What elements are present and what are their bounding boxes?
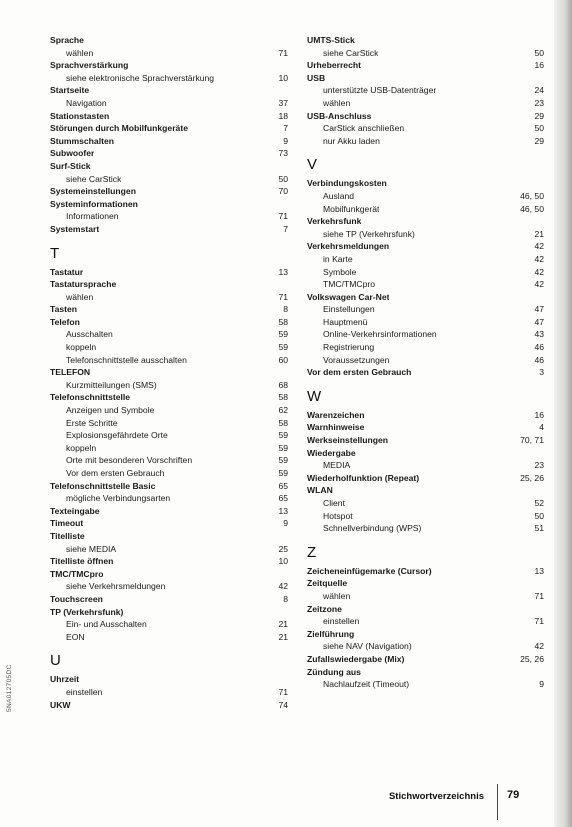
index-entry (307, 59, 544, 72)
index-subentry (307, 253, 544, 266)
entry-page-ref: 4 (539, 422, 544, 433)
entry-term: Texteingabe (50, 505, 100, 516)
index-entry (50, 266, 288, 279)
entry-term: WLAN (307, 485, 333, 496)
page-edge-shadow (554, 0, 572, 827)
entry-page-ref: 50 (534, 47, 544, 58)
index-subentry (50, 341, 288, 354)
entry-page-ref: 7 (283, 223, 288, 234)
entry-term: Störungen durch Mobilfunkgeräte (50, 123, 188, 134)
entry-term: Informationen (66, 211, 119, 222)
index-subentry (307, 522, 544, 535)
entry-term: Titelliste (50, 530, 85, 541)
entry-page-ref: 25, 26 (520, 653, 544, 664)
entry-term: Tasten (50, 304, 78, 315)
entry-term: Zufallswiedergabe (Mix) (307, 653, 405, 664)
index-letter-heading: W (307, 387, 322, 405)
page-number: 79 (507, 789, 520, 801)
entry-term: Hauptmenü (323, 316, 368, 327)
footer-section-title: Stichwortverzeichnis (388, 791, 484, 802)
entry-page-ref: 73 (278, 148, 288, 159)
entry-term: Wiederholfunktion (Repeat) (307, 472, 420, 483)
entry-page-ref: 7 (283, 123, 288, 134)
entry-page-ref: 71 (534, 590, 544, 601)
entry-page-ref: 59 (278, 430, 288, 441)
entry-page-ref: 13 (278, 266, 288, 277)
entry-term: Telefonschnittstelle (50, 392, 131, 403)
index-entry (307, 409, 544, 422)
entry-page-ref: 58 (278, 316, 288, 327)
entry-term: Nachlaufzeit (Timeout) (323, 679, 410, 690)
index-subentry (50, 328, 288, 341)
index-subentry (50, 442, 288, 455)
entry-term: Startseite (50, 85, 90, 96)
index-entry (307, 72, 544, 85)
index-entry (50, 198, 288, 211)
entry-term: Verkehrsmeldungen (307, 241, 390, 252)
index-subentry (50, 291, 288, 304)
index-entry (307, 628, 544, 641)
entry-term: Werkseinstellungen (307, 435, 389, 446)
entry-term: UKW (50, 699, 71, 710)
index-subentry (307, 266, 544, 279)
index-entry (307, 577, 544, 590)
index-entry (50, 593, 288, 606)
entry-page-ref: 65 (278, 493, 288, 504)
entry-page-ref: 71 (534, 616, 544, 627)
entry-term: TP (Verkehrsfunk) (50, 606, 124, 617)
entry-page-ref: 23 (534, 460, 544, 471)
entry-page-ref: 10 (278, 72, 288, 83)
entry-page-ref: 42 (534, 266, 544, 277)
entry-term: siehe Verkehrsmeldungen (66, 581, 166, 592)
entry-term: Zeitzone (307, 603, 342, 614)
index-subentry (50, 379, 288, 392)
entry-page-ref: 21 (534, 228, 544, 239)
entry-term: siehe TP (Verkehrsfunk) (323, 228, 415, 239)
index-subentry (307, 328, 544, 341)
index-subentry (307, 510, 544, 523)
entry-term: Explosionsgefährdete Orte (66, 430, 168, 441)
entry-page-ref: 58 (278, 417, 288, 428)
index-subentry (307, 84, 544, 97)
entry-page-ref: 65 (278, 480, 288, 491)
index-entry (50, 122, 288, 135)
index-subentry (307, 640, 544, 653)
index-subentry (307, 47, 544, 60)
entry-term: USB-Anschluss (307, 110, 372, 121)
entry-term: Systemstart (50, 223, 100, 234)
entry-term: Warenzeichen (307, 409, 365, 420)
index-subentry (307, 678, 544, 691)
entry-term: Telefonschnittstelle Basic (50, 480, 156, 491)
index-letter-heading: Z (307, 543, 317, 561)
entry-term: koppeln (66, 442, 97, 453)
entry-term: siehe elektronische Sprachverstärkung (66, 72, 215, 83)
entry-page-ref: 47 (534, 304, 544, 315)
index-subentry (50, 173, 288, 186)
index-entry (50, 147, 288, 160)
entry-term: Vor dem ersten Gebrauch (307, 367, 412, 378)
index-subentry (307, 316, 544, 329)
entry-term: einstellen (66, 686, 103, 697)
entry-page-ref: 42 (534, 279, 544, 290)
entry-term: Urheberrecht (307, 60, 361, 71)
index-entry (50, 278, 288, 291)
entry-term: Telefonschnittstelle ausschalten (66, 354, 187, 365)
index-entry (307, 434, 544, 447)
index-entry (50, 505, 288, 518)
entry-term: Navigation (66, 97, 107, 108)
footer-divider (497, 784, 498, 820)
entry-term: einstellen (323, 616, 360, 627)
entry-term: Sprachverstärkung (50, 60, 129, 71)
index-subentry (307, 278, 544, 291)
entry-page-ref: 21 (278, 631, 288, 642)
index-subentry (307, 497, 544, 510)
entry-page-ref: 42 (534, 641, 544, 652)
entry-page-ref: 52 (534, 498, 544, 508)
index-subentry (50, 354, 288, 367)
entry-term: Systeminformationen (50, 198, 138, 209)
index-letter-heading: U (50, 652, 61, 670)
entry-term: Systemeinstellungen (50, 186, 136, 197)
index-entry (50, 59, 288, 72)
entry-term: siehe CarStick (66, 173, 122, 184)
index-subentry (307, 590, 544, 603)
document-code: 5NA012705DC (6, 664, 13, 712)
index-letter-heading: V (307, 156, 318, 174)
entry-term: Verbindungskosten (307, 178, 387, 189)
entry-term: Anzeigen und Symbole (66, 405, 155, 416)
index-subentry (307, 97, 544, 110)
entry-page-ref: 59 (278, 342, 288, 353)
entry-term: Touchscreen (50, 593, 103, 604)
entry-term: Sprache (50, 35, 84, 45)
entry-page-ref: 29 (534, 110, 544, 121)
index-subentry (307, 122, 544, 135)
index-subentry (307, 615, 544, 628)
index-entry (50, 160, 288, 173)
index-subentry (50, 492, 288, 505)
index-entry (307, 240, 544, 253)
entry-term: Timeout (50, 518, 84, 529)
entry-term: Surf-Stick (50, 160, 91, 171)
entry-term: TMC/TMCpro (50, 568, 104, 579)
index-entry (307, 447, 544, 460)
entry-page-ref: 13 (278, 505, 288, 516)
entry-page-ref: 9 (283, 135, 288, 146)
index-subentry (50, 631, 288, 644)
index-subentry (307, 135, 544, 148)
index-subentry (50, 618, 288, 631)
entry-page-ref: 68 (278, 379, 288, 390)
entry-page-ref: 42 (534, 241, 544, 252)
index-subentry (50, 543, 288, 556)
index-entry (50, 555, 288, 568)
entry-term: Wiedergabe (307, 447, 356, 458)
index-entry (50, 517, 288, 530)
index-entry (307, 215, 544, 228)
entry-term: Ausschalten (66, 329, 113, 340)
index-entry (50, 699, 288, 712)
index-subentry (50, 580, 288, 593)
entry-page-ref: 50 (534, 510, 544, 521)
entry-term: USB (307, 72, 326, 83)
entry-term: Verkehrsfunk (307, 216, 362, 227)
entry-term: Orte mit besonderen Vorschriften (66, 455, 193, 466)
entry-page-ref: 70 (278, 186, 288, 197)
index-subentry (50, 97, 288, 110)
entry-term: in Karte (323, 253, 353, 264)
entry-page-ref: 9 (283, 518, 288, 529)
entry-page-ref: 50 (278, 173, 288, 184)
entry-term: Einstellungen (323, 304, 375, 315)
entry-page-ref: 58 (278, 392, 288, 403)
entry-page-ref: 42 (534, 253, 544, 264)
entry-page-ref: 8 (283, 304, 288, 315)
index-entry (50, 366, 288, 379)
index-entry (50, 185, 288, 198)
entry-term: Registrierung (323, 342, 375, 353)
entry-term: mögliche Verbindungsarten (66, 493, 171, 504)
entry-page-ref: 71 (278, 211, 288, 222)
index-subentry (50, 467, 288, 480)
entry-page-ref: 24 (534, 85, 544, 96)
entry-term: Stationstasten (50, 110, 110, 121)
entry-term: Ein- und Ausschalten (66, 619, 147, 630)
entry-term: nur Akku laden (323, 135, 380, 146)
entry-term: TMC/TMCpro (323, 279, 376, 290)
index-subentry (50, 429, 288, 442)
index-entry (50, 606, 288, 619)
index-entry (50, 568, 288, 581)
index-entry (307, 34, 544, 47)
entry-term: Subwoofer (50, 148, 95, 159)
entry-term: MEDIA (323, 460, 351, 471)
entry-term: Kurzmitteilungen (SMS) (66, 379, 157, 390)
entry-page-ref: 51 (534, 523, 544, 534)
index-entry (50, 316, 288, 329)
entry-page-ref: 9 (539, 679, 544, 690)
entry-page-ref: 3 (539, 367, 544, 378)
index-entry (307, 472, 544, 485)
entry-page-ref: 23 (534, 97, 544, 108)
entry-term: Zeitquelle (307, 578, 348, 589)
index-entry (307, 653, 544, 666)
index-entry (50, 84, 288, 97)
entry-page-ref: 59 (278, 468, 288, 478)
entry-page-ref: 46 (534, 342, 544, 353)
index-entry (307, 110, 544, 123)
entry-term: Warnhinweise (307, 422, 365, 433)
entry-term: EON (66, 631, 85, 642)
entry-term: Titelliste öffnen (50, 556, 114, 567)
entry-term: Uhrzeit (50, 674, 80, 685)
index-entry (50, 480, 288, 493)
entry-page-ref: 71 (278, 291, 288, 302)
entry-page-ref: 37 (278, 97, 288, 108)
entry-page-ref: 46, 50 (520, 190, 544, 201)
index-subentry (307, 354, 544, 367)
entry-term: Tastatur (50, 266, 84, 277)
index-subentry (307, 303, 544, 316)
index-subentry (307, 459, 544, 472)
index-entry (307, 421, 544, 434)
index-letter-heading: T (50, 244, 60, 262)
index-entry (50, 391, 288, 404)
entry-page-ref: 59 (278, 329, 288, 340)
index-subentry (307, 228, 544, 241)
index-column-left (50, 34, 288, 711)
entry-term: Vor dem ersten Gebrauch (66, 468, 165, 478)
entry-term: Volkswagen Car-Net (307, 291, 390, 302)
index-subentry (50, 210, 288, 223)
entry-term: Zielführung (307, 628, 355, 639)
index-column-right (307, 34, 544, 691)
index-entry (307, 666, 544, 679)
entry-page-ref: 47 (534, 316, 544, 327)
entry-page-ref: 25 (278, 543, 288, 554)
entry-term: Zeicheneinfügemarke (Cursor) (307, 565, 432, 576)
index-entry (307, 484, 544, 497)
entry-page-ref: 59 (278, 455, 288, 466)
entry-term: wählen (66, 291, 94, 302)
index-entry (50, 34, 288, 47)
entry-term: Ausland (323, 190, 355, 201)
entry-page-ref: 46 (534, 354, 544, 365)
entry-term: unterstützte USB-Datenträger (323, 85, 437, 96)
entry-page-ref: 62 (278, 405, 288, 416)
entry-page-ref: 50 (534, 123, 544, 134)
index-subentry (50, 47, 288, 60)
entry-term: Mobilfunkgerät (323, 203, 380, 214)
index-entry (50, 110, 288, 123)
entry-term: wählen (66, 47, 94, 58)
index-subentry (50, 404, 288, 417)
entry-term: Tastatursprache (50, 279, 117, 290)
index-subentry (307, 190, 544, 203)
entry-term: wählen (323, 590, 351, 601)
entry-page-ref: 8 (283, 593, 288, 604)
index-entry (307, 603, 544, 616)
entry-page-ref: 71 (278, 47, 288, 58)
entry-page-ref: 46, 50 (520, 203, 544, 214)
index-subentry (307, 341, 544, 354)
entry-page-ref: 16 (534, 60, 544, 71)
index-entry (50, 530, 288, 543)
entry-term: Online-Verkehrsinformationen (323, 329, 437, 340)
entry-page-ref: 71 (278, 686, 288, 697)
index-entry (307, 177, 544, 190)
index-entry (50, 303, 288, 316)
entry-term: wählen (323, 97, 351, 108)
entry-term: Telefon (50, 316, 80, 327)
entry-term: Client (323, 498, 345, 508)
index-entry (307, 366, 544, 379)
entry-term: Erste Schritte (66, 417, 118, 428)
entry-term: siehe MEDIA (66, 543, 117, 554)
entry-term: UMTS-Stick (307, 35, 355, 45)
index-subentry (307, 203, 544, 216)
entry-page-ref: 13 (534, 565, 544, 576)
entry-term: Voraussetzungen (323, 354, 390, 365)
entry-page-ref: 42 (278, 581, 288, 592)
entry-term: Stummschalten (50, 135, 114, 146)
entry-term: Hotspot (323, 510, 353, 521)
entry-term: siehe NAV (Navigation) (323, 641, 412, 652)
index-entry (50, 135, 288, 148)
entry-page-ref: 16 (534, 409, 544, 420)
entry-page-ref: 25, 26 (520, 472, 544, 483)
entry-term: koppeln (66, 342, 97, 353)
index-subentry (50, 417, 288, 430)
index-entry (307, 565, 544, 578)
entry-term: Zündung aus (307, 666, 361, 677)
entry-page-ref: 60 (278, 354, 288, 365)
entry-term: Schnellverbindung (WPS) (323, 523, 422, 534)
index-entry (50, 223, 288, 236)
entry-term: siehe CarStick (323, 47, 379, 58)
index-subentry (50, 72, 288, 85)
entry-page-ref: 43 (534, 329, 544, 340)
entry-page-ref: 21 (278, 619, 288, 630)
entry-page-ref: 59 (278, 442, 288, 453)
entry-term: CarStick anschließen (323, 123, 405, 134)
entry-page-ref: 29 (534, 135, 544, 146)
index-entry (307, 291, 544, 304)
index-subentry (50, 454, 288, 467)
index-entry (50, 673, 288, 686)
entry-page-ref: 10 (278, 556, 288, 567)
index-subentry (50, 686, 288, 699)
entry-page-ref: 70, 71 (520, 435, 544, 446)
entry-term: TELEFON (50, 367, 91, 378)
entry-page-ref: 74 (278, 699, 288, 710)
entry-page-ref: 18 (278, 110, 288, 121)
entry-term: Symbole (323, 266, 357, 277)
